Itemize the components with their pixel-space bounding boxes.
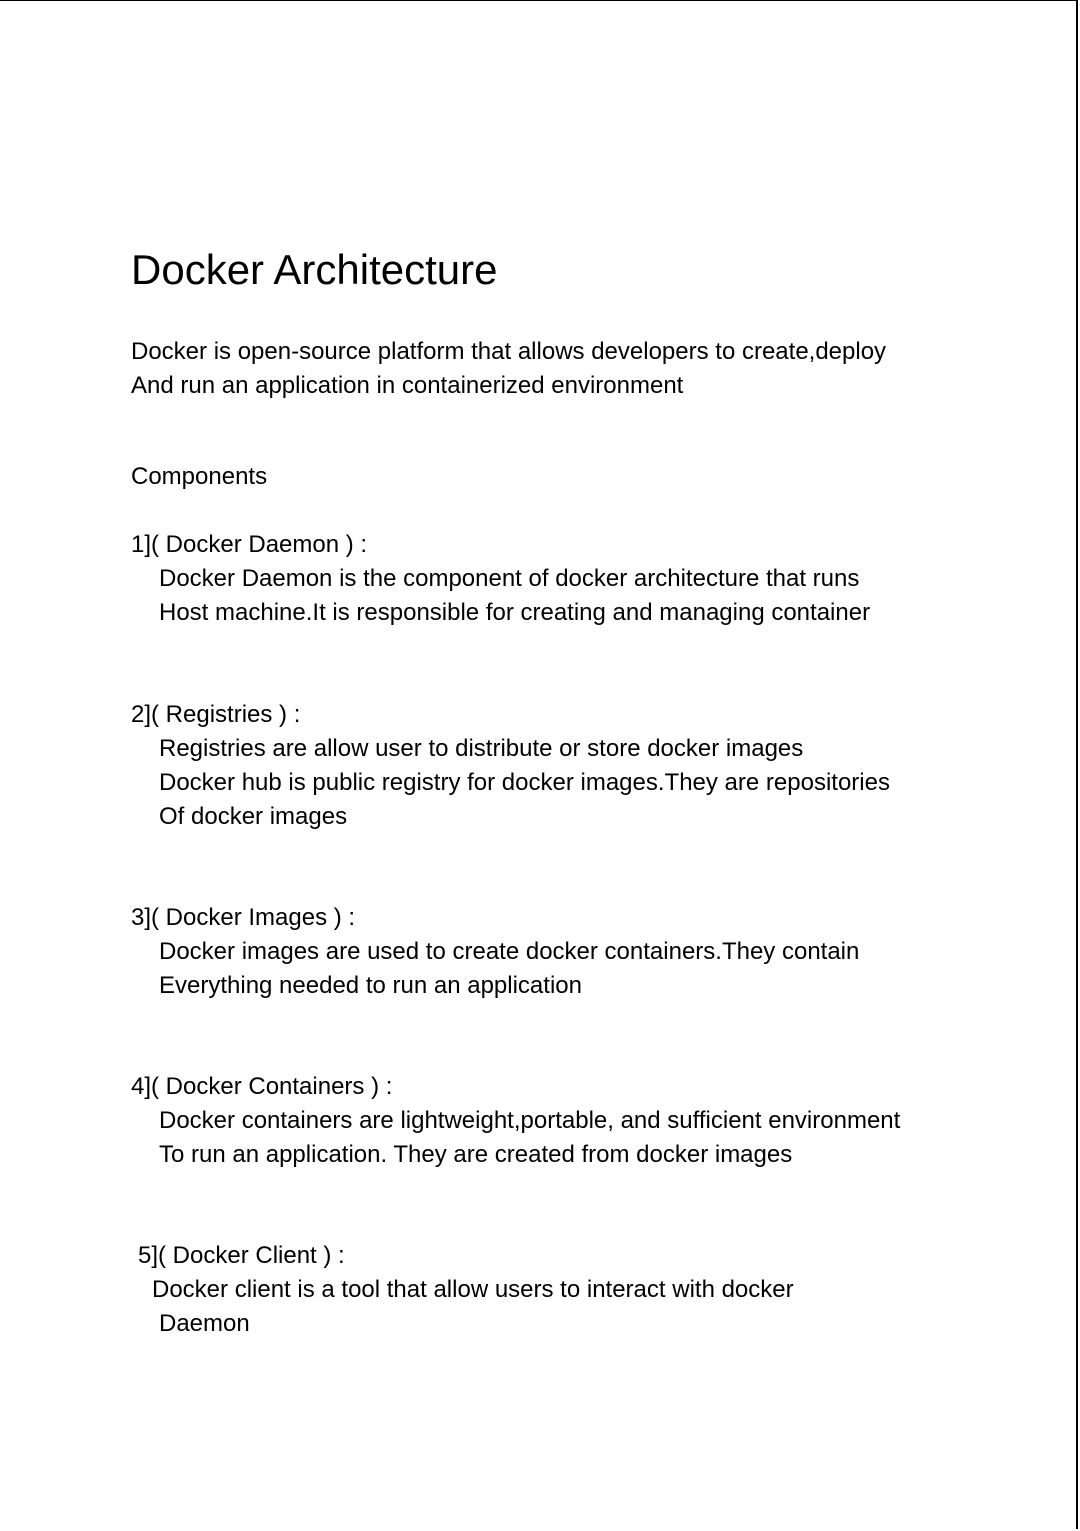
section-text-line: Daemon xyxy=(159,1310,250,1337)
section-heading-registries: 2]( Registries ) : xyxy=(131,701,301,728)
section-text-line: Docker client is a tool that allow users to interact with docker xyxy=(152,1276,794,1303)
page-title: Docker Architecture xyxy=(131,246,498,293)
section-text-line: Docker hub is public registry for docker images.They are repositories xyxy=(159,769,890,796)
section-text-line: Docker containers are lightweight,portable, and sufficient environment xyxy=(159,1107,901,1134)
section-text-line: To run an application. They are created from docker images xyxy=(159,1141,793,1168)
section-heading-docker-containers: 4]( Docker Containers ) : xyxy=(131,1073,393,1100)
section-heading-docker-client: 5]( Docker Client ) : xyxy=(138,1242,345,1269)
intro-line-1: Docker is open-source platform that allows developers to create,deploy xyxy=(131,338,887,365)
section-text-line: Host machine.It is responsible for creating and managing container xyxy=(159,599,871,626)
section-text-line: Docker images are used to create docker containers.They contain xyxy=(159,938,860,965)
section-text-line: Registries are allow user to distribute or store docker images xyxy=(159,735,804,762)
section-text-line: Everything needed to run an application xyxy=(159,972,582,999)
section-text-line: Of docker images xyxy=(159,803,348,830)
section-text-line: Docker Daemon is the component of docker architecture that runs xyxy=(159,565,860,592)
section-heading-docker-images: 3]( Docker Images ) : xyxy=(131,904,356,931)
intro-line-2: And run an application in containerized environment xyxy=(131,372,684,399)
components-heading: Components xyxy=(131,463,268,490)
section-heading-docker-daemon: 1]( Docker Daemon ) : xyxy=(131,531,368,558)
